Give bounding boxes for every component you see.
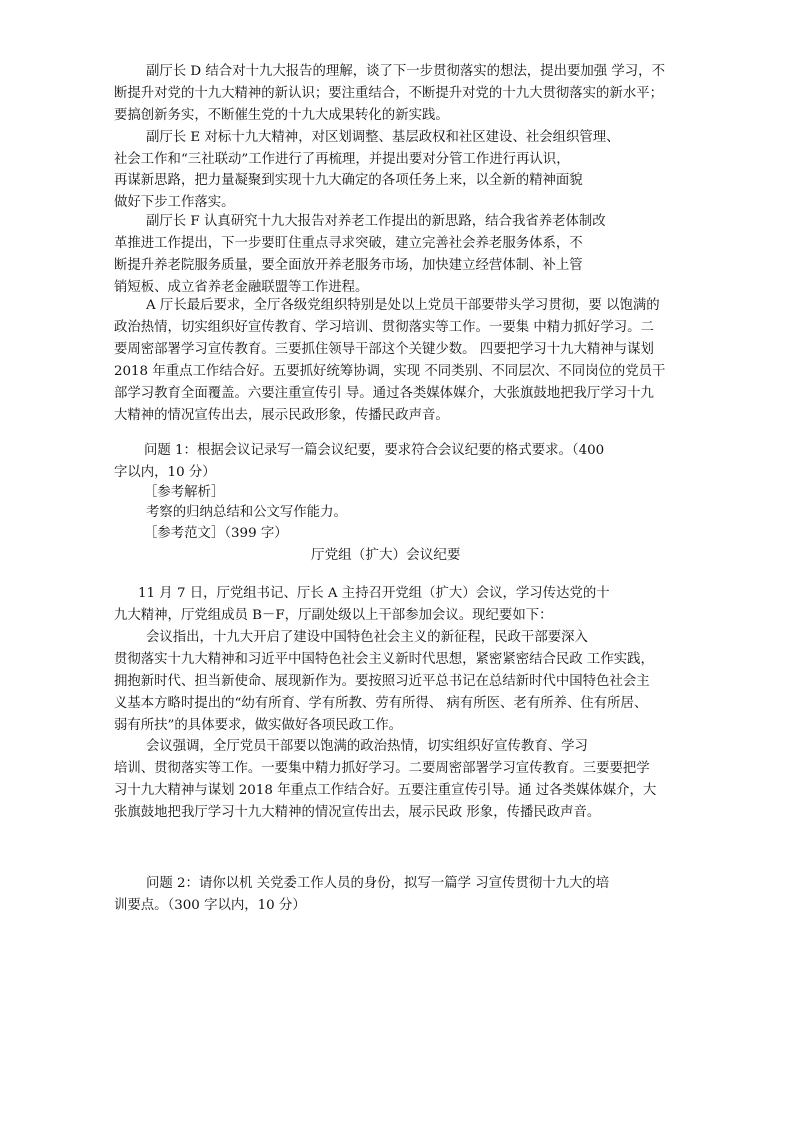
text-line: 拥抱新时代、担当新使命、展现新作为。要按照习近平总书记在总结新时代中国特色社会主 <box>114 674 650 689</box>
text-line: A 厅长最后要求，全厅各级党组织特别是处以上党员干部要带头学习贯彻，要 以饱满的 <box>146 298 660 313</box>
text-line: 习十九大精神与谋划 2018 年重点工作结合好。五要注重宣传引导。通 过各类媒体媒介，大 <box>114 783 657 798</box>
text-line: 销短板、成立省养老金融联盟等工作进程。 <box>114 280 369 295</box>
text-line: 要搞创新务实，不断催生党的十九大成果转化的新实践。 <box>114 108 449 123</box>
reference-sample-heading: ［参考范文］（399 字） <box>144 526 288 541</box>
text-line: 九大精神，厅党组成员 B－F，厅副处级以上干部参加会议。现纪要如下： <box>114 608 553 623</box>
text-line: 社会工作和“三社联动”工作进行了再梳理，并提出要对分管工作进行再认识， <box>114 152 570 167</box>
question-1-text: 问题 1：根据会议记录写一篇会议纪要，要求符合会议纪要的格式要求。（400 <box>144 443 605 458</box>
text-line: 大精神的情况宣传出去，展示民政形象，传播民政声音。 <box>114 408 449 423</box>
text-line: 做好下步工作落实。 <box>114 195 235 210</box>
text-line: 弱有所扶”的具体要求，做实做好各项民政工作。 <box>114 718 403 733</box>
minutes-title: 厅党组（扩大）会议纪要 <box>311 547 461 563</box>
text-line: 培训、贯彻落实等工作。一要集中精力抓好学习。二要周密部署学习宣传教育。三要要把学 <box>114 761 650 776</box>
question-2-text: 问题 2：请你以机 关党委工作人员的身份，拟写一篇学 习宣传贯彻十九大的培 <box>146 876 610 891</box>
text-line: 部学习教育全面覆盖。六要注重宣传引 导。通过各类媒体媒介，大张旗鼓地把我厅学习十九 <box>114 386 654 401</box>
text-line: 要周密部署学习宣传教育。三要抓住领导干部这个关键少数。 四要把学习十九大精神与谋划 <box>114 342 654 357</box>
text-line: 断提升养老院服务质量，要全面放开养老服务市场，加快建立经营体制、补上管 <box>114 258 583 273</box>
text-line: 断提升对党的十九大精神的新认识；要注重结合，不断提升对党的十九大贯彻落实的新水平； <box>114 86 664 101</box>
text-line: 革推进工作提出，下一步要盯住重点寻求突破，建立完善社会养老服务体系，不 <box>114 236 583 251</box>
text-line: 义基本方略时提出的“幼有所育、学有所教、劳有所得、 病有所医、老有所养、住有所居、 <box>114 696 648 711</box>
text-line: 会议强调，全厅党员干部要以饱满的政治热情，切实组织好宣传教育、学习 <box>146 739 588 754</box>
question-1-text: 字以内，10 分） <box>114 465 216 480</box>
reference-analysis-heading: ［参考解析］ <box>144 485 225 500</box>
text-line: 11 月 7 日，厅党组书记、厅长 A 主持召开党组（扩大）会议，学习传达党的十 <box>138 586 610 601</box>
question-2-text: 训要点。（300 字以内，10 分） <box>114 898 306 913</box>
text-line: 2018 年重点工作结合好。五要抓好统筹协调，实现 不同类别、不同层次、不同岗位的党员干 <box>114 364 666 379</box>
text-line: 贯彻落实十九大精神和习近平中国特色社会主义新时代思想，紧密紧密结合民政 工作实践， <box>114 652 654 667</box>
text-line: 副厅长 D 结合对十九大报告的理解，谈了下一步贯彻落实的想法，提出要加强 学习，不 <box>146 64 665 79</box>
text-line: 副厅长 E 对标十九大精神，对区划调整、基层政权和社区建设、社会组织管理、 <box>146 130 620 145</box>
text-line: 会议指出，十九大开启了建设中国特色社会主义的新征程，民政干部要深入 <box>146 630 588 645</box>
text-line: 再谋新思路，把力量凝聚到实现十九大确定的各项任务上来，以全新的精神面貌 <box>114 173 583 188</box>
text-line: 政治热情，切实组织好宣传教育、学习培训、贯彻落实等工作。一要集 中精力抓好学习。二 <box>114 320 654 335</box>
text-line: 考察的归纳总结和公文写作能力。 <box>146 505 347 520</box>
text-line: 副厅长 F 认真研究十九大报告对养老工作提出的新思路，结合我省养老体制改 <box>146 214 606 229</box>
text-line: 张旗鼓地把我厅学习十九大精神的情况宣传出去，展示民政 形象，传播民政声音。 <box>114 805 601 820</box>
